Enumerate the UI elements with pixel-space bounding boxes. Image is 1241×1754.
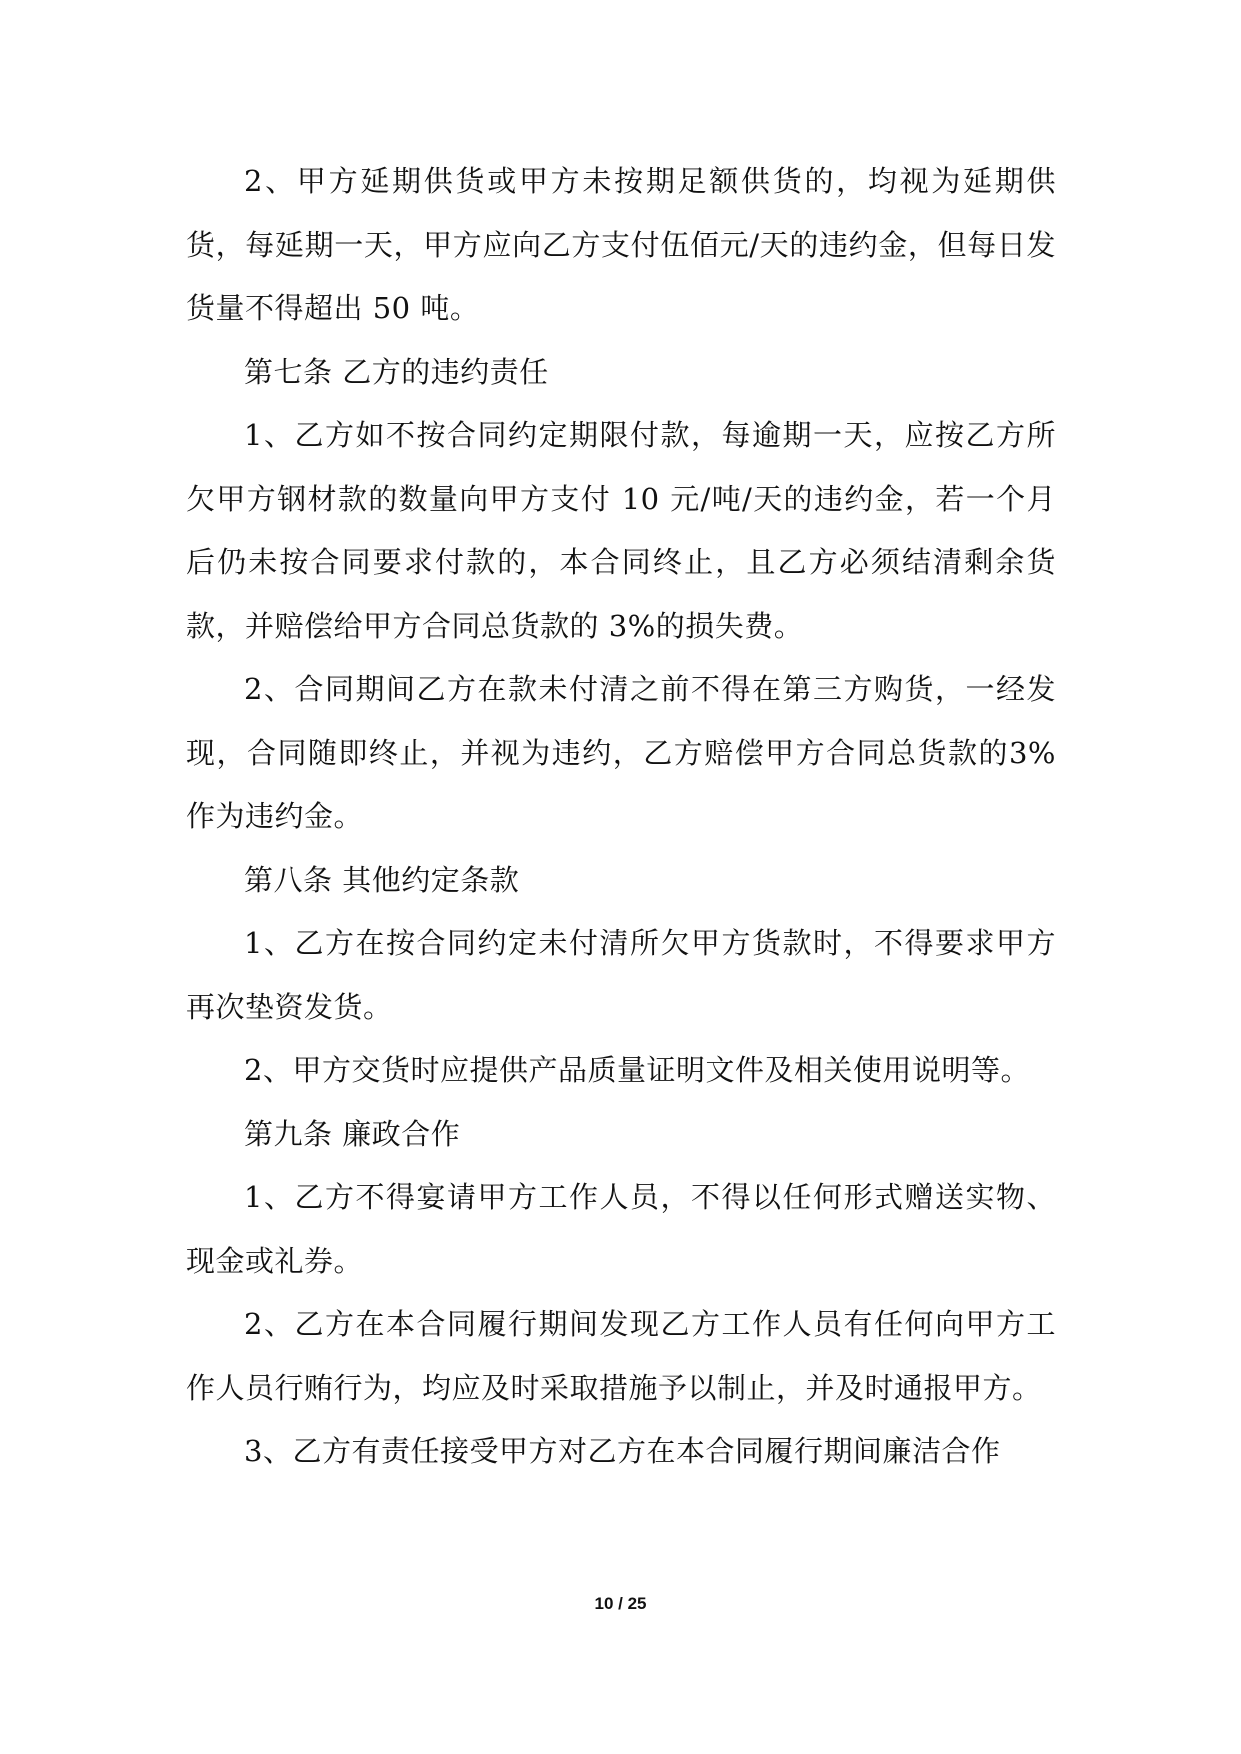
document-body <box>186 150 1056 1484</box>
paragraph-delay-supply-penalty: 2、甲方延期供货或甲方未按期足额供货的，均视为延期供货，每延期一天，甲方应向乙方支付伍佰元/天的违约金，但每日发货量不得超出 50 吨。 <box>186 164 1056 325</box>
heading-article-7: 第七条 乙方的违约责任 <box>244 354 549 389</box>
heading-article-9: 第九条 廉政合作 <box>244 1116 461 1151</box>
paragraph-late-payment-penalty: 1、乙方如不按合同约定期限付款，每逾期一天，应按乙方所欠甲方钢材款的数量向甲方支付 10 元/吨/天的违约金，若一个月后仍未按合同要求付款的，本合同终止，且乙方必须结清剩余货款，并赔偿给甲方合同总货款的 3%的损失费。 <box>186 418 1056 643</box>
paragraph-report-bribery: 2、乙方在本合同履行期间发现乙方工作人员有任何向甲方工作人员行贿行为，均应及时采取措施予以制止，并及时通报甲方。 <box>186 1307 1056 1405</box>
paragraph-third-party-purchase: 2、合同期间乙方在款未付清之前不得在第三方购货，一经发现，合同随即终止，并视为违约，乙方赔偿甲方合同总货款的3%作为违约金。 <box>186 672 1056 833</box>
paragraph-accept-supervision: 3、乙方有责任接受甲方对乙方在本合同履行期间廉洁合作 <box>244 1434 1001 1468</box>
paragraph-no-gifts: 1、乙方不得宴请甲方工作人员，不得以任何形式赠送实物、现金或礼券。 <box>186 1180 1056 1278</box>
heading-article-8: 第八条 其他约定条款 <box>244 862 520 897</box>
paragraph-no-advance-funding: 1、乙方在按合同约定未付清所欠甲方货款时，不得要求甲方再次垫资发货。 <box>186 926 1056 1024</box>
page-number: 10 / 25 <box>594 1594 647 1613</box>
paragraph-quality-certificates: 2、甲方交货时应提供产品质量证明文件及相关使用说明等。 <box>244 1053 1030 1087</box>
